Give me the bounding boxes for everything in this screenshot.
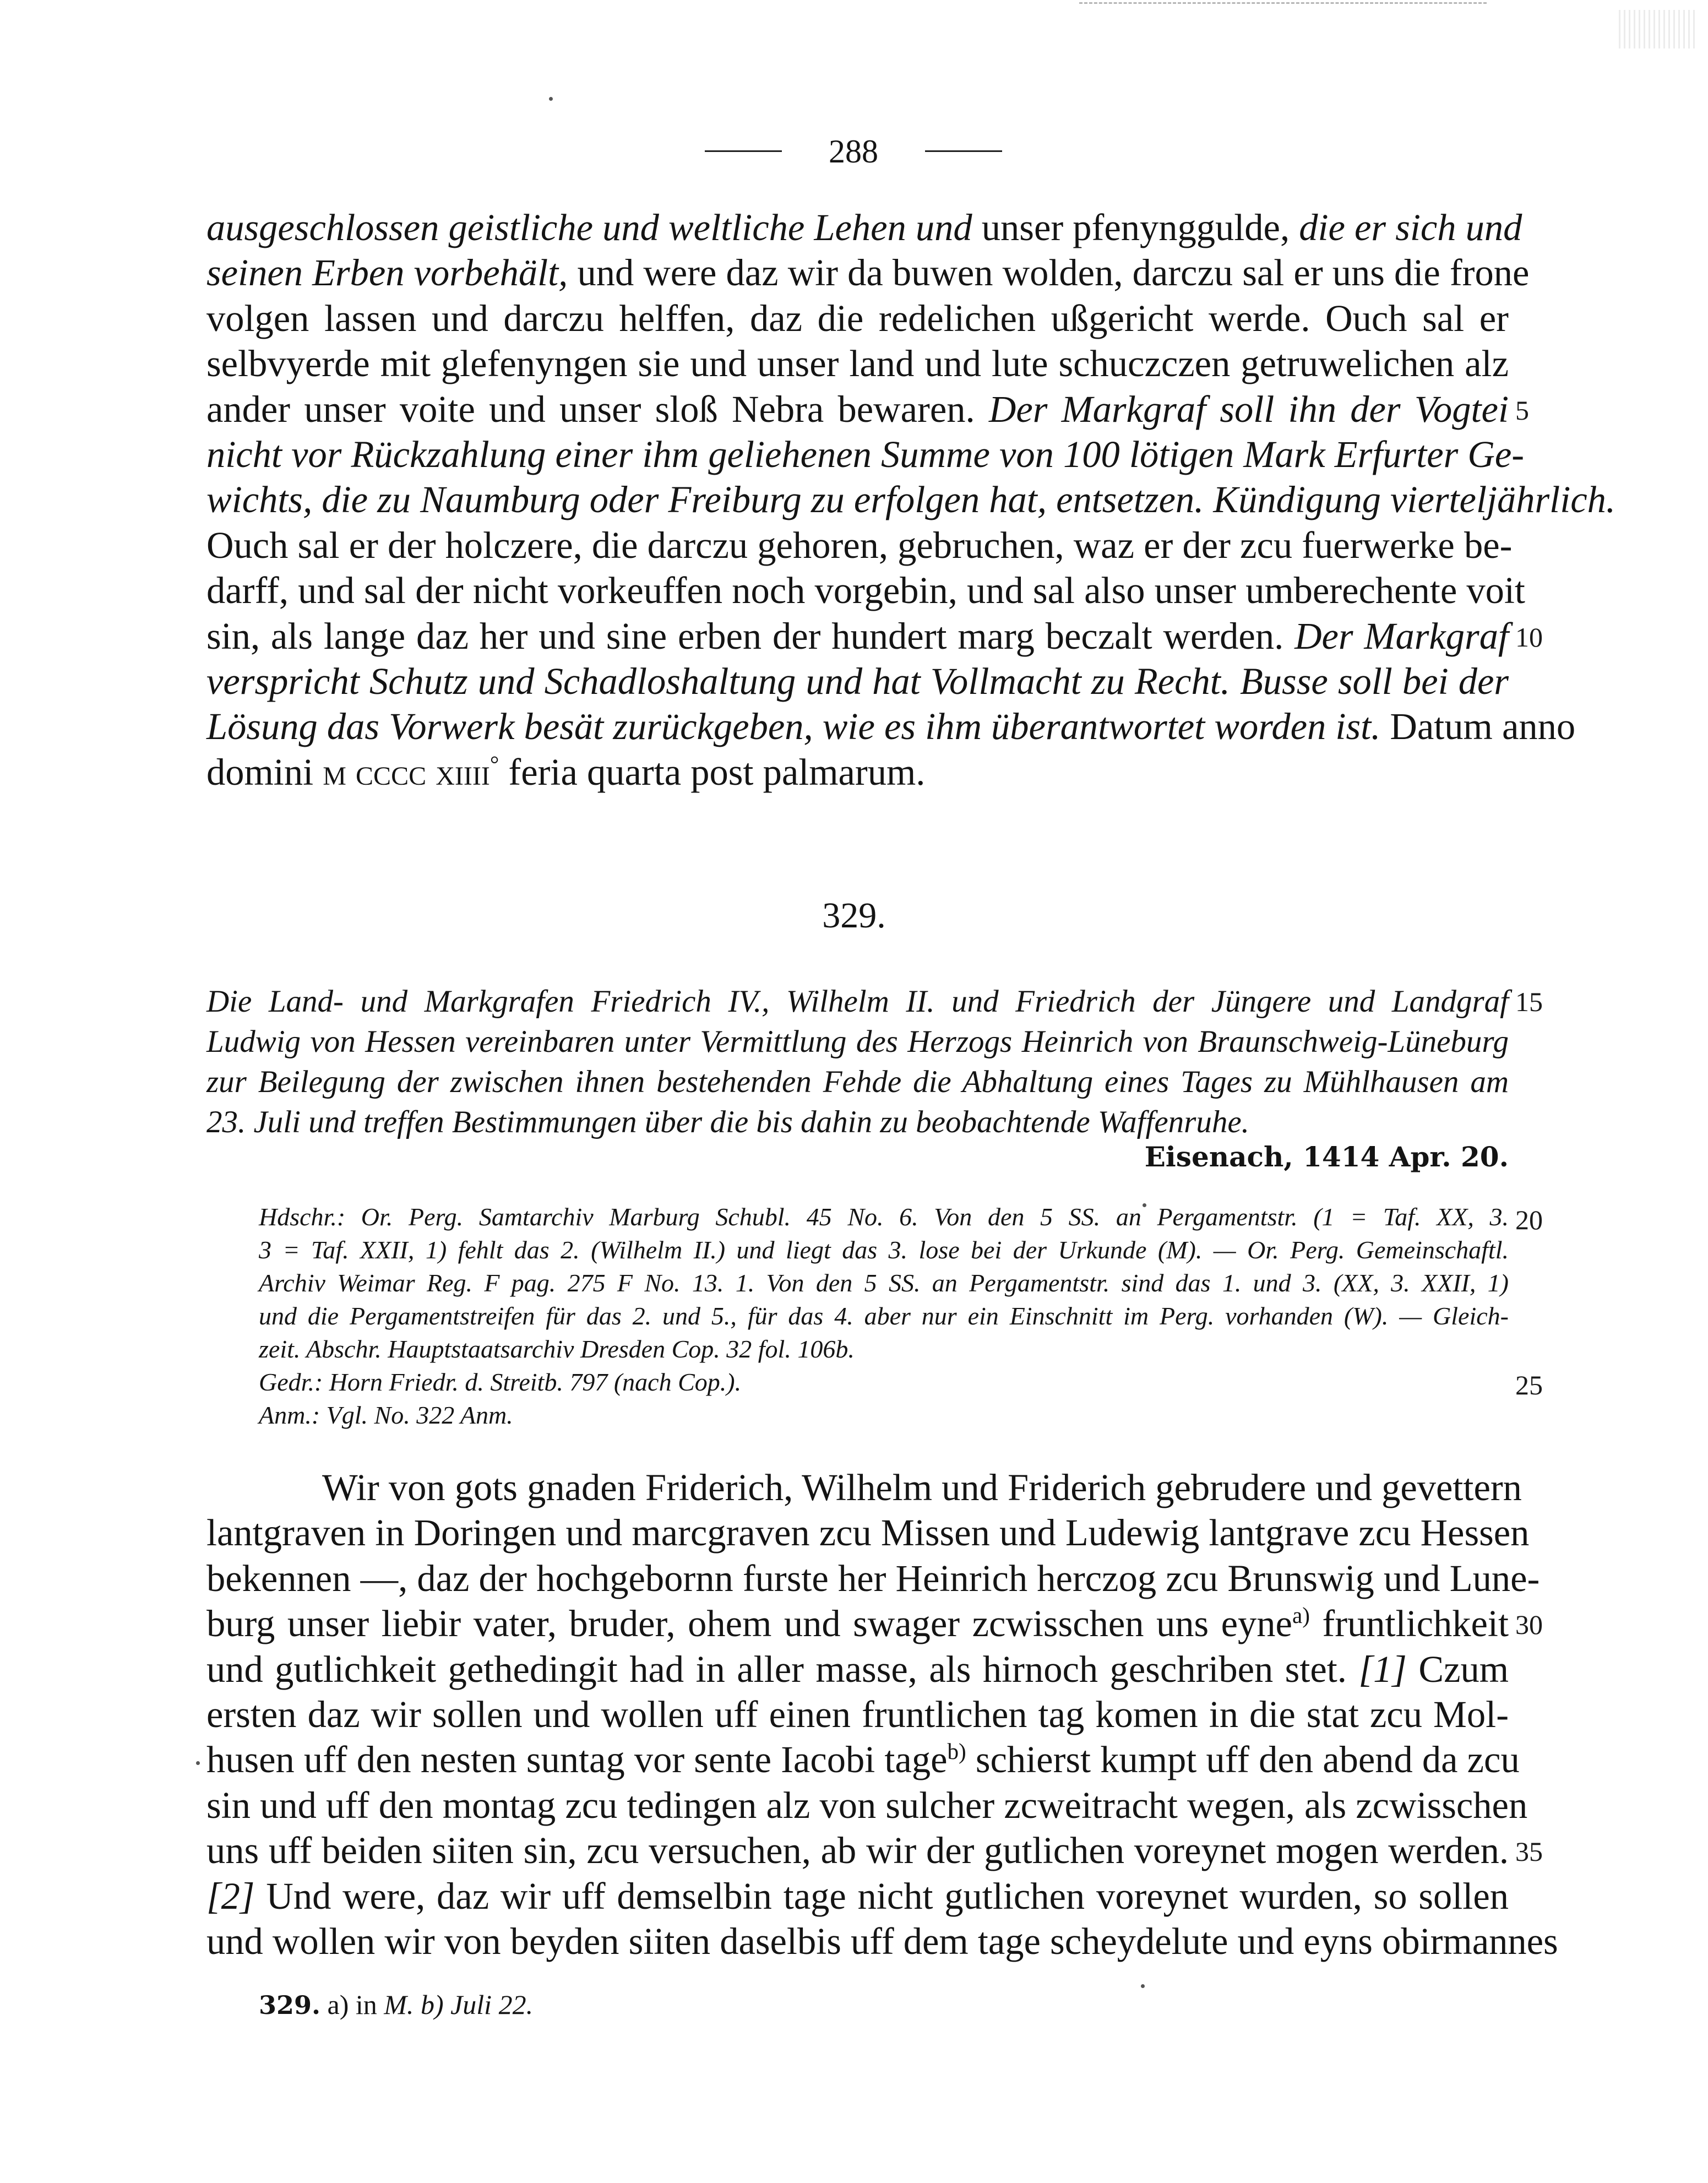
line-number: 5 bbox=[1515, 394, 1529, 426]
text-run: volgen lassen und darczu helffen, daz die redelichen ußgericht werde. Ouch sal er bbox=[206, 297, 1509, 339]
line-number: 15 bbox=[1515, 986, 1543, 1017]
text-line bbox=[206, 477, 1616, 522]
text-line bbox=[206, 568, 1525, 613]
text-line bbox=[206, 1601, 1509, 1646]
text-line bbox=[206, 1692, 1509, 1737]
note-line: und die Pergamentstreifen für das 2. und 5., für das 4. aber nur ein Einschnitt im Perg. vorhanden (W). — Gleich- bbox=[259, 1302, 1509, 1330]
text-run: Und were, daz wir uff demselbin tage nicht gutlichen voreynet wurden, so sollen bbox=[254, 1875, 1509, 1917]
note-line: Anm.: Vgl. No. 322 Anm. bbox=[259, 1401, 513, 1429]
text-line bbox=[206, 659, 1509, 704]
note-line: Archiv Weimar Reg. F pag. 275 F No. 13. 1. Von den 5 SS. an Pergamentstr. sind das 1. und 3. (XX, 3. XXII, 1) bbox=[259, 1269, 1509, 1297]
text-run: [1] bbox=[1358, 1648, 1407, 1690]
text-line bbox=[206, 750, 1509, 795]
text-line bbox=[206, 704, 1576, 749]
line-number: 35 bbox=[1515, 1836, 1543, 1867]
footnote bbox=[259, 1988, 533, 2022]
text-run: selbvyerde mit glefenyngen sie und unser land und lute schuczczen getruwelichen alz bbox=[206, 343, 1509, 385]
text-run: sin, als lange daz her und sine erben der hundert marg beczalt werden. bbox=[206, 615, 1295, 657]
text-line bbox=[206, 387, 1509, 432]
scan-smudge bbox=[1619, 10, 1696, 48]
page-number: 288 bbox=[829, 133, 878, 170]
text-line bbox=[206, 1828, 1509, 1873]
top-paragraph bbox=[206, 205, 1616, 795]
footnote-a: a) in bbox=[327, 1989, 377, 2020]
text-run: ersten daz wir sollen und wollen uff einen fruntlichen tag komen in die stat zcu Mol- bbox=[206, 1693, 1509, 1735]
text-run: burg unser liebir vater, bruder, ohem und swager zcwisschen uns eyne bbox=[206, 1603, 1292, 1645]
text-run: und wollen wir von beyden siiten daselbis uff dem tage scheydelute und eyns obirmannes bbox=[206, 1920, 1558, 1962]
line-number: 10 bbox=[1515, 621, 1543, 653]
text-line bbox=[206, 1556, 1540, 1601]
text-line bbox=[206, 523, 1513, 568]
scan-speck bbox=[549, 97, 553, 101]
text-line bbox=[206, 1919, 1558, 1964]
document-number: 329. bbox=[822, 895, 886, 936]
text-line bbox=[206, 205, 1522, 250]
text-run: unser pfenynggulde, bbox=[972, 207, 1299, 248]
text-run: husen uff den nesten suntag vor sente Iacobi tage bbox=[206, 1739, 948, 1781]
regest-line: 23. Juli und treffen Bestimmungen über die bis dahin zu beobachtende Waffenruhe. bbox=[206, 1105, 1249, 1139]
text-run: a) bbox=[1292, 1603, 1310, 1628]
text-run: ausgeschlossen geistliche und weltliche Lehen und bbox=[206, 207, 972, 248]
text-run: [2] bbox=[206, 1875, 255, 1917]
page-header bbox=[705, 129, 1002, 173]
text-line bbox=[206, 1510, 1530, 1555]
text-line bbox=[206, 250, 1530, 295]
line-number: 20 bbox=[1515, 1204, 1543, 1235]
text-line bbox=[206, 341, 1509, 386]
text-run: nicht vor Rückzahlung einer ihm geliehenen Summe von 100 lötigen Mark Erfurter Ge- bbox=[206, 433, 1525, 475]
scan-speck bbox=[196, 1761, 200, 1765]
regest bbox=[206, 981, 1509, 1142]
text-line bbox=[206, 1874, 1509, 1919]
text-run: uns uff beiden siiten sin, zcu versuchen, ab wir der gutlichen voreynet mogen werden. bbox=[206, 1829, 1509, 1872]
text-run: die er sich und bbox=[1299, 207, 1522, 248]
text-run: feria quarta post palmarum. bbox=[499, 751, 926, 793]
footnote-number: 329. bbox=[259, 1990, 321, 2020]
text-run: Czum bbox=[1406, 1648, 1509, 1690]
line-number: 30 bbox=[1515, 1609, 1543, 1641]
text-run: ander unser voite und unser sloß Nebra bewaren. bbox=[206, 388, 989, 430]
text-run: fruntlichkeit bbox=[1309, 1603, 1509, 1645]
text-run: Lösung das Vorwerk besät zurückgeben, wie es ihm überantwortet worden ist. bbox=[206, 705, 1381, 748]
text-run: seinen Erben vorbehält, bbox=[206, 252, 568, 294]
source-notes bbox=[259, 1201, 1509, 1432]
text-line bbox=[206, 432, 1525, 477]
dateline: Eisenach, 1414 Apr. 20. bbox=[1144, 1141, 1509, 1173]
text-run: Datum anno bbox=[1380, 705, 1576, 748]
scan-speck bbox=[1141, 1984, 1145, 1988]
text-run: m cccc xiiii bbox=[323, 751, 490, 793]
note-line: 3 = Taf. XXII, 1) fehlt das 2. (Wilhelm II.) und liegt das 3. lose bei der Urkunde (M). — Or. Perg. Gemeinschaftl. bbox=[259, 1236, 1509, 1264]
text-run: Wir von gots gnaden Friderich, Wilhelm und Friderich gebrudere und gevettern bbox=[322, 1467, 1522, 1508]
footnote-a-ref: M. bbox=[384, 1989, 414, 2020]
scan-top-rule bbox=[1079, 2, 1487, 4]
text-line bbox=[206, 613, 1509, 659]
regest-line: Ludwig von Hessen vereinbaren unter Vermittlung des Herzogs Heinrich von Braunschweig-Lüneburg bbox=[206, 1024, 1509, 1059]
text-line bbox=[206, 1783, 1528, 1828]
text-line bbox=[206, 1737, 1520, 1782]
text-line bbox=[206, 1647, 1509, 1692]
regest-line: Die Land- und Markgrafen Friedrich IV., Wilhelm II. und Friedrich der Jüngere und Landgraf bbox=[206, 984, 1509, 1019]
text-run: lantgraven in Doringen und marcgraven zcu Missen und Ludewig lantgrave zcu Hessen bbox=[206, 1512, 1530, 1554]
note-line: Hdschr.: Or. Perg. Samtarchiv Marburg Schubl. 45 No. 6. Von den 5 SS. an Pergamentstr. (1 = Taf. XX, 3. bbox=[259, 1203, 1509, 1231]
text-run: ° bbox=[489, 751, 499, 776]
text-line bbox=[206, 1465, 1522, 1510]
regest-line: zur Beilegung der zwischen ihnen bestehenden Fehde die Abhaltung eines Tages zu Mühlhausen am bbox=[206, 1065, 1509, 1099]
note-line: Gedr.: Horn Friedr. d. Streitb. 797 (nach Cop.). bbox=[259, 1368, 742, 1396]
text-run: sin und uff den montag zcu tedingen alz von sulcher zcweitracht wegen, als zcwisschen bbox=[206, 1784, 1528, 1826]
footnote-b: b) Juli 22. bbox=[420, 1989, 534, 2020]
text-run: bekennen —, daz der hochgebornn furste her Heinrich herczog zcu Brunswig und Lune- bbox=[206, 1557, 1540, 1599]
text-line bbox=[206, 296, 1509, 341]
line-number: 25 bbox=[1515, 1370, 1543, 1400]
header-rule-right bbox=[925, 150, 1002, 152]
text-run: Der Markgraf soll ihn der Vogtei bbox=[988, 388, 1509, 430]
text-run: darff, und sal der nicht vorkeuffen noch vorgebin, und sal also unser umberechente voit bbox=[206, 569, 1525, 612]
text-run: wichts, die zu Naumburg oder Freiburg zu erfolgen hat, entsetzen. Kündigung vierteljährlich. bbox=[206, 479, 1616, 521]
text-run: schierst kumpt uff den abend da zcu bbox=[966, 1739, 1520, 1781]
note-line: zeit. Abschr. Hauptstaatsarchiv Dresden Cop. 32 fol. 106b. bbox=[259, 1335, 855, 1363]
text-run: b) bbox=[947, 1739, 966, 1764]
text-run: Ouch sal er der holczere, die darczu gehoren, gebruchen, waz er der zcu fuerwerke be- bbox=[206, 524, 1513, 566]
text-run: und were daz wir da buwen wolden, darczu sal er uns die frone bbox=[568, 252, 1530, 294]
text-run: verspricht Schutz und Schadloshaltung und hat Vollmacht zu Recht. Busse soll bei der bbox=[206, 660, 1509, 702]
text-run: Der Markgraf bbox=[1294, 615, 1509, 657]
text-run: und gutlichkeit gethedingit had in aller masse, als hirnoch geschriben stet. bbox=[206, 1648, 1359, 1690]
text-run: domini bbox=[206, 751, 323, 793]
